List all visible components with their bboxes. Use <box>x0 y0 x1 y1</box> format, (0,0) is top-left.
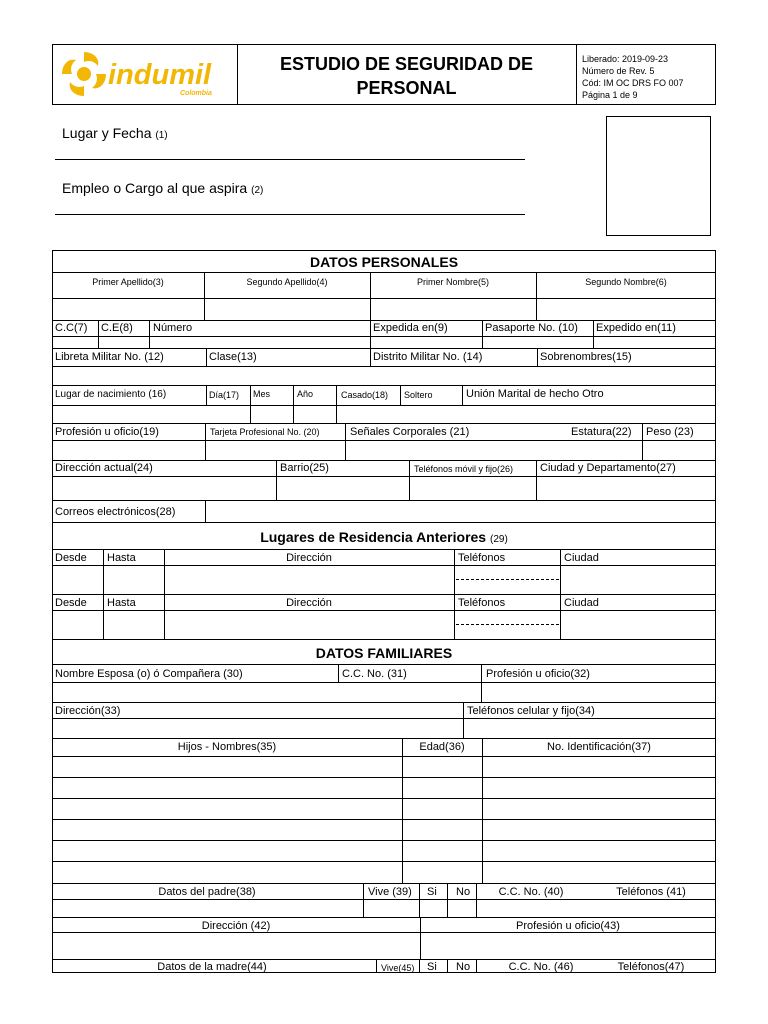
esposa-label: Nombre Esposa (o) ó Compañera (30) <box>55 668 243 680</box>
meta-codigo: Cód: IM OC DRS FO 007 <box>582 78 684 88</box>
empleo-label: Empleo o Cargo al que aspira (2) <box>62 180 264 196</box>
meta-pagina: Página 1 de 9 <box>582 90 638 100</box>
segundo-nombre-label: Segundo Nombre(6) <box>585 277 667 287</box>
profesion-label: Profesión u oficio(19) <box>55 426 159 438</box>
numero-label: Número <box>153 322 193 334</box>
vive-madre-label: Vive(45) <box>381 963 415 973</box>
distrito-militar-label: Distrito Militar No. (14) <box>373 351 483 363</box>
pasaporte-label: Pasaporte No. (10) <box>485 322 578 334</box>
cc-madre-label: C.C. No. (46) <box>508 961 574 973</box>
direccion-label-2: Dirección <box>286 597 332 609</box>
union-marital-label: Unión Marital de hecho Otro <box>466 388 604 400</box>
photo-box[interactable] <box>606 116 711 236</box>
segundo-apellido-label: Segundo Apellido(4) <box>246 277 328 287</box>
lugar-fecha-field[interactable] <box>55 159 525 160</box>
primer-apellido-label: Primer Apellido(3) <box>92 277 164 287</box>
datos-familiares-title: DATOS FAMILIARES <box>315 645 453 661</box>
desde-label-2: Desde <box>55 597 87 609</box>
datos-padre-label: Datos del padre(38) <box>158 886 256 898</box>
direccion-actual-label: Dirección actual(24) <box>55 462 153 474</box>
direccion-esposa-label: Dirección(33) <box>55 705 121 717</box>
desde-label-1: Desde <box>55 552 87 564</box>
telefonos-label-1: Teléfonos <box>458 552 506 564</box>
expedida-en-label: Expedida en(9) <box>373 322 448 334</box>
ciudad-label-1: Ciudad <box>564 552 599 564</box>
vive-padre-label: Vive (39) <box>368 886 412 898</box>
edad-label: Edad(36) <box>419 741 465 753</box>
residencia-title: Lugares de Residencia Anteriores (29) <box>260 529 508 545</box>
form-title-line1: ESTUDIO DE SEGURIDAD DE <box>279 54 534 74</box>
datos-madre-label: Datos de la madre(44) <box>157 961 267 973</box>
si-padre-label: Si <box>427 886 437 898</box>
ano-label: Año <box>297 389 314 399</box>
peso-label: Peso (23) <box>646 426 694 438</box>
telefonos-movil-label: Teléfonos móvil y fijo(26) <box>414 464 514 474</box>
identificacion-label: No. Identificación(37) <box>547 741 651 753</box>
ciudad-departamento-label: Ciudad y Departamento(27) <box>540 462 676 474</box>
si-madre-label: Si <box>427 961 437 973</box>
direccion-padre-label: Dirección (42) <box>201 920 271 932</box>
ciudad-label-2: Ciudad <box>564 597 599 609</box>
casado-label: Casado(18) <box>341 390 389 400</box>
clase-label: Clase(13) <box>209 351 257 363</box>
mes-label: Mes <box>253 389 271 399</box>
sobrenombres-label: Sobrenombres(15) <box>540 351 632 363</box>
cc-esposa-label: C.C. No. (31) <box>342 668 407 680</box>
logo-wordmark: indumil <box>108 59 212 91</box>
libreta-militar-label: Libreta Militar No. (12) <box>55 351 164 363</box>
barrio-label: Barrio(25) <box>280 462 329 474</box>
form-title-line2: PERSONAL <box>356 78 457 98</box>
indumil-logo <box>60 48 232 102</box>
no-padre-label: No <box>456 886 471 898</box>
telefonos-esposa-label: Teléfonos celular y fijo(34) <box>467 705 595 717</box>
cc-padre-label: C.C. No. (40) <box>498 886 564 898</box>
direccion-label-1: Dirección <box>286 552 332 564</box>
estatura-label: Estatura(22) <box>571 426 632 438</box>
primer-nombre-label: Primer Nombre(5) <box>416 277 489 287</box>
no-madre-label: No <box>456 961 471 973</box>
dia-label: Día(17) <box>209 390 240 400</box>
correos-label: Correos electrónicos(28) <box>55 506 176 518</box>
profesion-padre-label: Profesión u oficio(43) <box>516 920 620 932</box>
logo-subtitle: Colombia <box>180 90 212 97</box>
cc-label: C.C(7) <box>55 322 88 334</box>
telefonos-padre-label: Teléfonos (41) <box>616 886 686 898</box>
senales-corporales-label: Señales Corporales (21) <box>350 426 470 438</box>
tarjeta-profesional-label: Tarjeta Profesional No. (20) <box>210 427 320 437</box>
lugar-fecha-label: Lugar y Fecha (1) <box>62 125 168 141</box>
telefonos-label-2: Teléfonos <box>458 597 506 609</box>
lugar-nacimiento-label: Lugar de nacimiento (16) <box>55 389 167 400</box>
datos-personales-title: DATOS PERSONALES <box>309 254 459 270</box>
expedido-en-label: Expedido en(11) <box>596 322 676 334</box>
meta-liberado: Liberado: 2019-09-23 <box>582 54 669 64</box>
hasta-label-1: Hasta <box>107 552 136 564</box>
hasta-label-2: Hasta <box>107 597 136 609</box>
ce-label: C.E(8) <box>101 322 133 334</box>
telefonos-madre-label: Teléfonos(47) <box>617 961 685 973</box>
profesion-esposa-label: Profesión u oficio(32) <box>486 668 590 680</box>
meta-revision: Número de Rev. 5 <box>582 66 655 76</box>
hijos-label: Hijos - Nombres(35) <box>177 741 277 753</box>
empleo-field[interactable] <box>55 214 525 215</box>
soltero-label: Soltero <box>404 390 433 400</box>
